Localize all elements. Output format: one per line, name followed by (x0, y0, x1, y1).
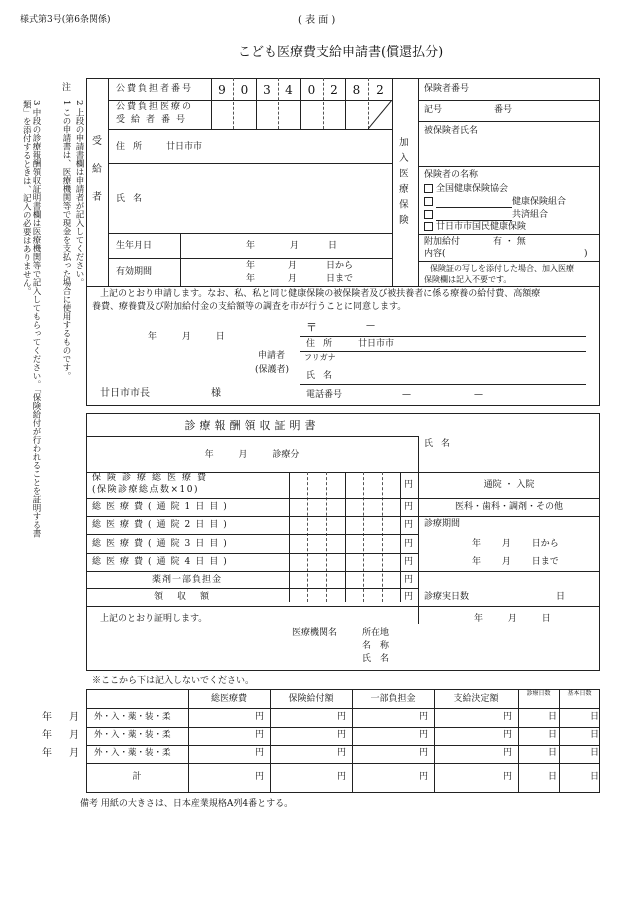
yen-unit: 円 (404, 520, 414, 530)
yen-unit: 円 (337, 730, 347, 740)
yen-unit: 円 (255, 730, 265, 740)
dob-day: 日 (328, 241, 338, 251)
phone-label: 電話番号 (306, 390, 343, 400)
location-label: 所在地 (362, 628, 390, 638)
notes-label: 注 (62, 83, 72, 93)
receipt-period: 年 月 診療分 (204, 450, 300, 460)
visit-type: 通院 ・ 入院 (483, 480, 535, 490)
dob-year: 年 (246, 241, 256, 251)
yen-unit: 円 (503, 772, 513, 782)
extra-benefit-label: 附加給付 (424, 237, 461, 247)
office-kinds: 外・入・薬・装・柔 (94, 730, 171, 740)
option-label: 健康保険組合 (512, 197, 567, 207)
row-receipt-label: 領収額 (154, 592, 224, 602)
day-unit: 日 (590, 712, 600, 722)
col-benefit: 保険給付額 (288, 694, 334, 704)
day-unit: 日 (548, 712, 558, 722)
yen-unit: 円 (419, 712, 429, 722)
recipient-number-label-1: 公費負担医療の (116, 102, 194, 112)
insured-name-label: 被保険者氏名 (424, 126, 479, 136)
office-ym: 年 月 (42, 712, 80, 723)
insurer-option-2[interactable] (424, 197, 566, 208)
yen-unit: 円 (404, 502, 414, 512)
recipient-side-label: 受給者 (89, 135, 101, 219)
yen-unit: 円 (337, 712, 347, 722)
yen-unit: 円 (255, 712, 265, 722)
insurance-side-label: 加入医療保険 (396, 137, 408, 230)
day-unit: 日 (590, 772, 600, 782)
side-label: ( 表 面 ) (298, 15, 336, 26)
yen-unit: 円 (404, 575, 414, 585)
insurer-option-4[interactable] (424, 222, 526, 232)
yen-unit: 円 (255, 748, 265, 758)
dob-month: 月 (290, 241, 300, 251)
day-unit: 日 (548, 748, 558, 758)
name-label: 氏名 (116, 194, 151, 204)
col-copay: 一部負担金 (370, 694, 416, 704)
col-base-days: 基本日数 (567, 690, 592, 697)
checkbox[interactable] (424, 197, 433, 206)
insurer-name-label: 保険者の名称 (424, 170, 479, 180)
page-title: こども医療費支給申請書(償還払分) (238, 45, 444, 60)
content-label: 内容( (424, 249, 446, 259)
days-label: 診療実日数 (424, 592, 470, 602)
applicant-name-label: 氏名 (306, 371, 341, 381)
application-text-1: 上記のとおり申請します。なお、私、私と同じ健康保険の被保険者及び被扶養者に係る療養の給付費、高額療 (100, 289, 541, 299)
number-label: 番号 (494, 105, 513, 115)
diagonal-slash (368, 100, 392, 129)
address-label: 住所 (116, 142, 151, 152)
row-day1-label: 総医療費(通院1日目) (92, 502, 232, 512)
yen-unit: 円 (255, 772, 265, 782)
office-kinds: 外・入・薬・装・柔 (94, 712, 171, 722)
option-label: 廿日市市国民健康保険 (436, 222, 527, 232)
yen-unit: 円 (503, 748, 513, 758)
note-3: 3 中段の診療報酬領収証明書欄は医療機関等で記入してもらってください。「保険給付が行われることを証明する書類」を添付するときは、記入の必要はありません。 (21, 100, 41, 538)
payer-digit: 9 (218, 83, 226, 97)
option-label: 全国健康保険協会 (436, 184, 509, 194)
insurer-option-3[interactable] (424, 210, 548, 221)
day-unit: 日 (548, 730, 558, 740)
yen-unit: 円 (503, 712, 513, 722)
inst-name-label: 名称 (362, 641, 399, 651)
row-total-label-1: 保険診療総医療費 (92, 473, 213, 483)
payer-digit: 0 (307, 83, 316, 97)
copy-note-2: 保険欄は記入不要です。 (424, 275, 512, 284)
office-ym: 年 月 (42, 730, 80, 741)
payer-digit: 2 (330, 83, 338, 97)
row-day2-label: 総医療費(通院2日目) (92, 520, 232, 530)
patient-name-label: 氏名 (424, 439, 459, 449)
valid-to-month: 月 (288, 274, 298, 284)
inst-person-label: 氏名 (362, 654, 399, 664)
valid-to-year: 年 (246, 274, 256, 284)
copy-note-1: 保険証の写しを添付した場合、加入医療 (430, 264, 574, 273)
dob-label: 生年月日 (116, 241, 153, 251)
row-day3-label: 総医療費(通院3日目) (92, 539, 232, 549)
application-text-2: 養費、療養費及び附加給付金の支給額等の調査を市が行うことに同意します。 (92, 302, 407, 312)
period-to: 年 月 日まで (472, 557, 559, 567)
option-label: 共済組合 (512, 210, 549, 220)
application-date: 年 月 日 (148, 332, 225, 342)
institution-label: 医療機関名 (292, 628, 338, 638)
content-close: ) (584, 249, 588, 259)
office-total-label: 計 (132, 772, 142, 782)
blank-line (436, 198, 512, 208)
symbol-label: 記号 (424, 105, 443, 115)
payer-digit: 4 (285, 83, 293, 97)
guardian-label: (保護者) (255, 365, 290, 375)
yen-unit: 円 (337, 772, 347, 782)
cert-text: 上記のとおり証明します。 (100, 614, 208, 624)
yen-unit: 円 (503, 730, 513, 740)
row-drug-label: 薬剤一部負担金 (152, 575, 223, 585)
mayor-label: 廿日市市長 (100, 388, 150, 399)
applicant-address-value: 廿日市市 (358, 339, 395, 349)
yen-unit: 円 (419, 730, 429, 740)
blank-line (436, 211, 512, 221)
payer-digit: 8 (352, 83, 361, 97)
row-day4-label: 総医療費(通院4日目) (92, 557, 232, 567)
office-ym: 年 月 (42, 748, 80, 759)
yen-unit: 円 (404, 592, 414, 602)
receipt-title: 診療報酬領収証明書 (184, 419, 320, 432)
yen-unit: 円 (404, 480, 414, 490)
phone-dash-2: — (474, 390, 483, 400)
valid-from-year: 年 (246, 261, 256, 271)
office-kinds: 外・入・薬・装・柔 (94, 748, 171, 758)
days-unit: 日 (556, 592, 566, 602)
insurer-option-1[interactable] (424, 184, 508, 194)
period-from: 年 月 日から (472, 539, 559, 549)
applicant-address-label: 住所 (306, 339, 341, 349)
col-treatment-days: 診療日数 (526, 690, 551, 697)
period-label: 診療期間 (424, 519, 461, 529)
footer-remark: 備考 用紙の大きさは、日本産業規格A列4番とする。 (80, 799, 294, 809)
phone-dash-1: — (402, 390, 411, 400)
form-number: 様式第3号(第6条関係) (20, 15, 111, 25)
yen-unit: 円 (419, 748, 429, 758)
col-total: 総医療費 (210, 694, 247, 704)
department: 医科・歯科・調剤・その他 (454, 502, 563, 512)
valid-from-month: 月 (288, 261, 298, 271)
checkbox[interactable] (424, 184, 433, 193)
valid-to: 日まで (326, 274, 354, 284)
applicant-label: 申請者 (258, 351, 286, 361)
valid-from: 日から (326, 261, 354, 271)
payer-digit: 0 (240, 83, 249, 97)
office-note: ※ここから下は記入しないでください。 (92, 676, 255, 686)
yen-unit: 円 (404, 557, 414, 567)
payer-digit: 3 (263, 83, 271, 97)
address-value: 廿日市市 (166, 142, 203, 152)
checkbox[interactable] (424, 210, 433, 219)
day-unit: 日 (548, 772, 558, 782)
yen-unit: 円 (337, 748, 347, 758)
yen-unit: 円 (404, 539, 414, 549)
postal-dash: — (366, 321, 375, 331)
note-2: 2 上段の申請書欄は申請者が記入してください。 (74, 100, 84, 287)
recipient-number-label-2: 受給者番号 (116, 115, 192, 125)
furigana-label: フリガナ (304, 353, 336, 362)
payer-digit: 2 (376, 83, 384, 97)
checkbox[interactable] (424, 222, 433, 231)
yen-unit: 円 (419, 772, 429, 782)
postal-mark: 〒 (306, 321, 317, 334)
cert-date: 年 月 日 (474, 614, 551, 624)
day-unit: 日 (590, 748, 600, 758)
col-decided: 支給決定額 (453, 694, 499, 704)
day-unit: 日 (590, 730, 600, 740)
insurer-number-label: 保険者番号 (424, 84, 470, 94)
note-1: 1 この申請書は、医療機関等で現金を支払った場合に使用するものです。 (61, 100, 71, 381)
valid-label: 有効期間 (116, 267, 153, 277)
row-total-label-2: (保険診療総点数×10) (92, 485, 200, 495)
extra-benefit-value: 有 ・ 無 (493, 237, 526, 247)
mayor-honorific: 様 (211, 388, 221, 399)
payer-number-label: 公費負担者番号 (116, 84, 194, 94)
